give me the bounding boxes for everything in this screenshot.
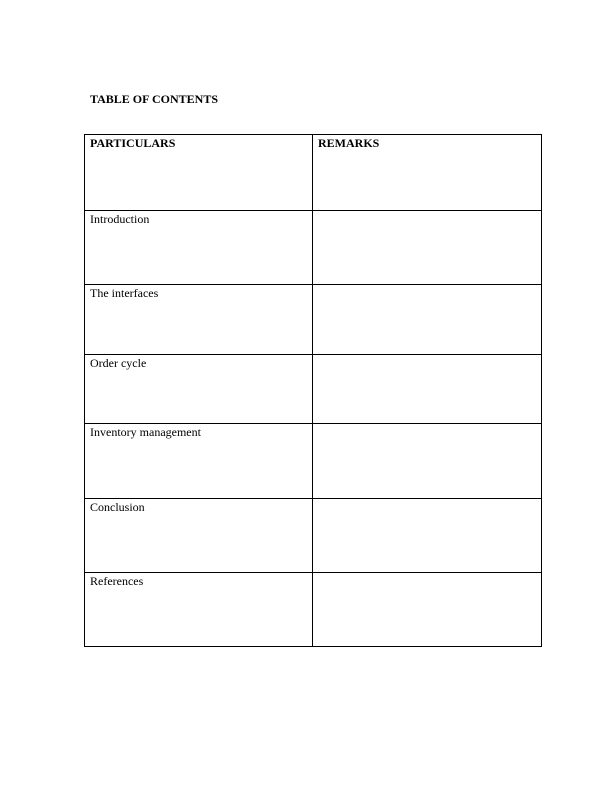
contents-table: [84, 134, 542, 647]
table-row: [85, 573, 542, 647]
table-row: [85, 285, 542, 355]
table-row: [85, 355, 542, 424]
remark-cell: [313, 355, 542, 424]
column-header-particulars: PARTICULARS: [85, 135, 313, 211]
remark-cell: [313, 211, 542, 285]
table-header-row: [85, 135, 542, 211]
remark-cell: [313, 285, 542, 355]
particular-cell: Conclusion: [85, 499, 313, 573]
table-row: [85, 211, 542, 285]
particular-cell: References: [85, 573, 313, 647]
table-row: [85, 424, 542, 499]
particular-cell: Order cycle: [85, 355, 313, 424]
column-header-remarks: REMARKS: [313, 135, 542, 211]
page-title: TABLE OF CONTENTS: [90, 92, 219, 106]
table-row: [85, 499, 542, 573]
remark-cell: [313, 573, 542, 647]
remark-cell: [313, 424, 542, 499]
particular-cell: Inventory management: [85, 424, 313, 499]
particular-cell: Introduction: [85, 211, 313, 285]
particular-cell: The interfaces: [85, 285, 313, 355]
remark-cell: [313, 499, 542, 573]
